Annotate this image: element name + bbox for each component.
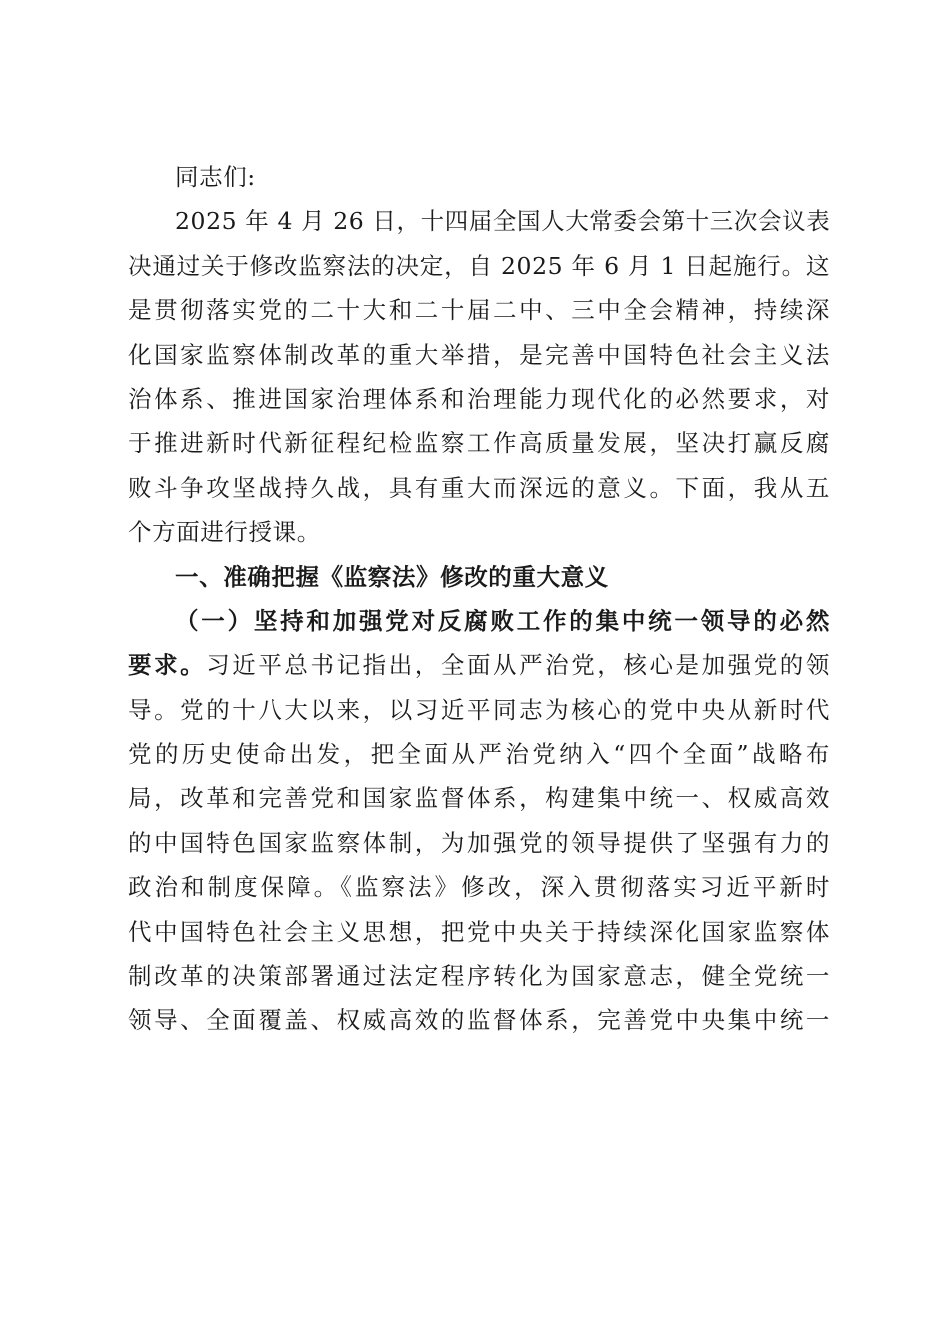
paragraph-line: 2025 年 4 月 26 日，十四届全国人大常委会第十三次会议表: [175, 207, 831, 236]
greeting: 同志们:: [175, 163, 256, 191]
subsection-title: （一）坚持和加强党对反腐败工作的集中统一领导的必然: [175, 606, 830, 635]
paragraph-line: 败斗争攻坚战持久战，具有重大而深远的意义。下面，我从五: [128, 473, 830, 502]
paragraph-line: 于推进新时代新征程纪检监察工作高质量发展，坚决打赢反腐: [128, 429, 830, 458]
paragraph-intro: [128, 199, 830, 554]
paragraph-line: 局，改革和完善党和国家监督体系，构建集中统一、权威高效: [128, 784, 830, 813]
paragraph-line: 个方面进行授课。: [128, 518, 321, 547]
paragraph-line: 代中国特色社会主义思想，把党中央关于持续深化国家监察体: [128, 917, 830, 946]
paragraph-line: 治体系、推进国家治理体系和治理能力现代化的必然要求，对: [128, 384, 830, 413]
paragraph-line: 的中国特色国家监察体制，为加强党的领导提供了坚强有力的: [128, 828, 830, 857]
paragraph-line: 化国家监察体制改革的重大举措，是完善中国特色社会主义法: [128, 340, 830, 369]
section-heading: 一、准确把握《监察法》修改的重大意义: [175, 562, 609, 591]
paragraph-line: 党的历史使命出发，把全面从严治党纳入“四个全面”战略布: [128, 740, 830, 769]
paragraph-line: 是贯彻落实党的二十大和二十届二中、三中全会精神，持续深: [128, 296, 830, 325]
paragraph-line: 领导、全面覆盖、权威高效的监督体系，完善党中央集中统一: [128, 1006, 830, 1035]
paragraph-line: 导。党的十八大以来，以习近平同志为核心的党中央从新时代: [128, 695, 830, 724]
paragraph-line: 制改革的决策部署通过法定程序转化为国家意志，健全党统一: [128, 962, 830, 991]
subsection-paragraph: [128, 599, 830, 1043]
paragraph-line: 决通过关于修改监察法的决定，自 2025 年 6 月 1 日起施行。这: [128, 251, 830, 280]
paragraph-text: 习近平总书记指出，全面从严治党，核心是加强党的领: [206, 651, 830, 680]
subsection-title-end: 要求。: [128, 651, 207, 680]
paragraph-line: 政治和制度保障。《监察法》修改，深入贯彻落实习近平新时: [128, 873, 830, 902]
paragraph-line: [128, 643, 830, 687]
document-body: [128, 155, 830, 1043]
